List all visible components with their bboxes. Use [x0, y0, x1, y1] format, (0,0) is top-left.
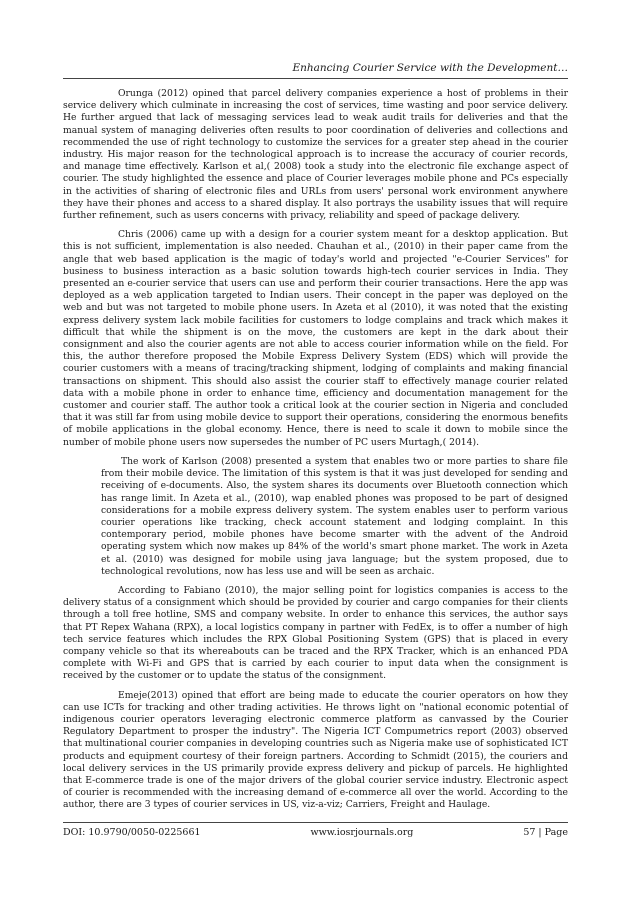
paragraph-chris: Chris (2006) came up with a design for a courier system meant for a desktop application. But this is not sufficient, implementation is also needed. Chauhan et al., (2010) in their paper came from the angle that web based application is the magic of today's world and projected "e-Courier Services" for business to business interaction as a basic solution towards high-tech courier services in India. They presented an e-courier service that users can use and perform their courier transactions. Here the app was deployed as a web application targeted to Indian users. Their concept in the paper was deployed on the web and but was not targeted to mobile phone users. In Azeta et al (2010), it was noted that the existing express delivery system lack mobile facilities for customers to lodge complains and track which makes it difficult that while the shipment is on the move, the customers are kept in the dark about their consignment and also the courier agents are not able to access courier information while on the field. For this, the author therefore proposed the Mobile Express Delivery System (EDS) which will provide the courier customers with a means of tracing/tracking shipment, lodging of complaints and making financial transactions on shipment. This should also assist the courier staff to effectively manage courier related data with a mobile phone in order to enhance time, efficiency and documentation management for the customer and courier staff. The author took a critical look at the courier section in Nigeria and concluded that it was still far from using mobile device to support their operations, considering the enormous benefits of mobile applications in the global economy. Hence, there is need to scale it down to mobile since the number of mobile phone users now supersedes the number of PC users Murtagh,( 2014).: [63, 229, 568, 448]
page-footer: [63, 822, 568, 838]
article-body: [63, 88, 568, 819]
footer-site: www.iosrjournals.org: [310, 827, 414, 838]
paragraph-orunga: Orunga (2012) opined that parcel delivery companies experience a host of problems in their service delivery which culminate in increasing the cost of services, time wasting and poor service delivery. He further argued that lack of messaging services lead to weak audit trails for deliveries and that the manual system of managing deliveries often results to poor coordination of deliveries and collections and recommended the use of right technology to customize the services for a greater step ahead in the courier industry. His major reason for the technological approach is to increase the accuracy of courier records, and manage time effectively. Karlson et al,( 2008) took a study into the electronic file exchange aspect of courier. The study highlighted the essence and place of Courier leverages mobile phone and PCs especially in the activities of sharing of electronic files and URLs from users' personal work environment anywhere they have their phones and access to a shared display. It also portrays the usability issues that will require further refinement, such as users concerns with privacy, reliability and speed of package delivery.: [63, 88, 568, 222]
paragraph-karlson: The work of Karlson (2008) presented a system that enables two or more parties to share file from their mobile device. The limitation of this system is that it was just developed for sending and receiving of e-documents. Also, the system shares its documents over Bluetooth connection which has range limit. In Azeta et al., (2010), wap enabled phones was proposed to be part of designed considerations for a mobile express delivery system. The system enables user to perform various courier operations like tracking, check account statement and lodging complaint. In this contemporary period, mobile phones have become smarter with the advent of the Android operating system which now makes up 84% of the world's smart phone market. The work in Azeta et al. (2010) was designed for mobile using java language; but the system proposed, due to technological revolutions, now has less use and will be seen as archaic.: [101, 455, 568, 577]
paragraph-fabiano: According to Fabiano (2010), the major selling point for logistics companies is access to the delivery status of a consignment which should be provided by courier and cargo companies for their clients through a toll free hotline, SMS and company website. In order to enhance this services, the author says that PT Repex Wahana (RPX), a local logistics company in partner with FedEx, is to offer a number of high tech service features which includes the RPX Global Positioning System (GPS) that is placed in every company vehicle so that its whereabouts can be traced and the RPX Tracker, which is an enhanced PDA complete with Wi-Fi and GPS that is carried by each courier to input data when the consignment is received by the customer or to update the status of the consignment.: [63, 584, 568, 682]
footer-doi: DOI: 10.9790/0050-0225661: [63, 827, 201, 838]
running-title: Enhancing Courier Service with the Development…: [292, 62, 568, 74]
footer-page-number: 57 | Page: [523, 827, 568, 838]
running-header: [63, 62, 568, 79]
paragraph-emeje: Emeje(2013) opined that effort are being made to educate the courier operators on how they can use ICTs for tracking and other trading activities. He throws light on "national economic potential of indigenous courier operators leveraging electronic commerce platform as canvassed by the Courier Regulatory Department to prosper the industry". The Nigeria ICT Compumetrics report (2003) observed that multinational courier companies in developing countries such as Nigeria make use of sophisticated ICT products and equipment courtesy of their foreign partners. According to Schmidt (2015), the couriers and local delivery services in the US primarily provide express delivery and pickup of parcels. He highlighted that E-commerce trade is one of the major drivers of the global courier service industry. Electronic aspect of courier is recommended with the increasing demand of e-commerce all over the world. According to the author, there are 3 types of courier services in US, viz-a-viz; Carriers, Freight and Haulage.: [63, 689, 568, 811]
